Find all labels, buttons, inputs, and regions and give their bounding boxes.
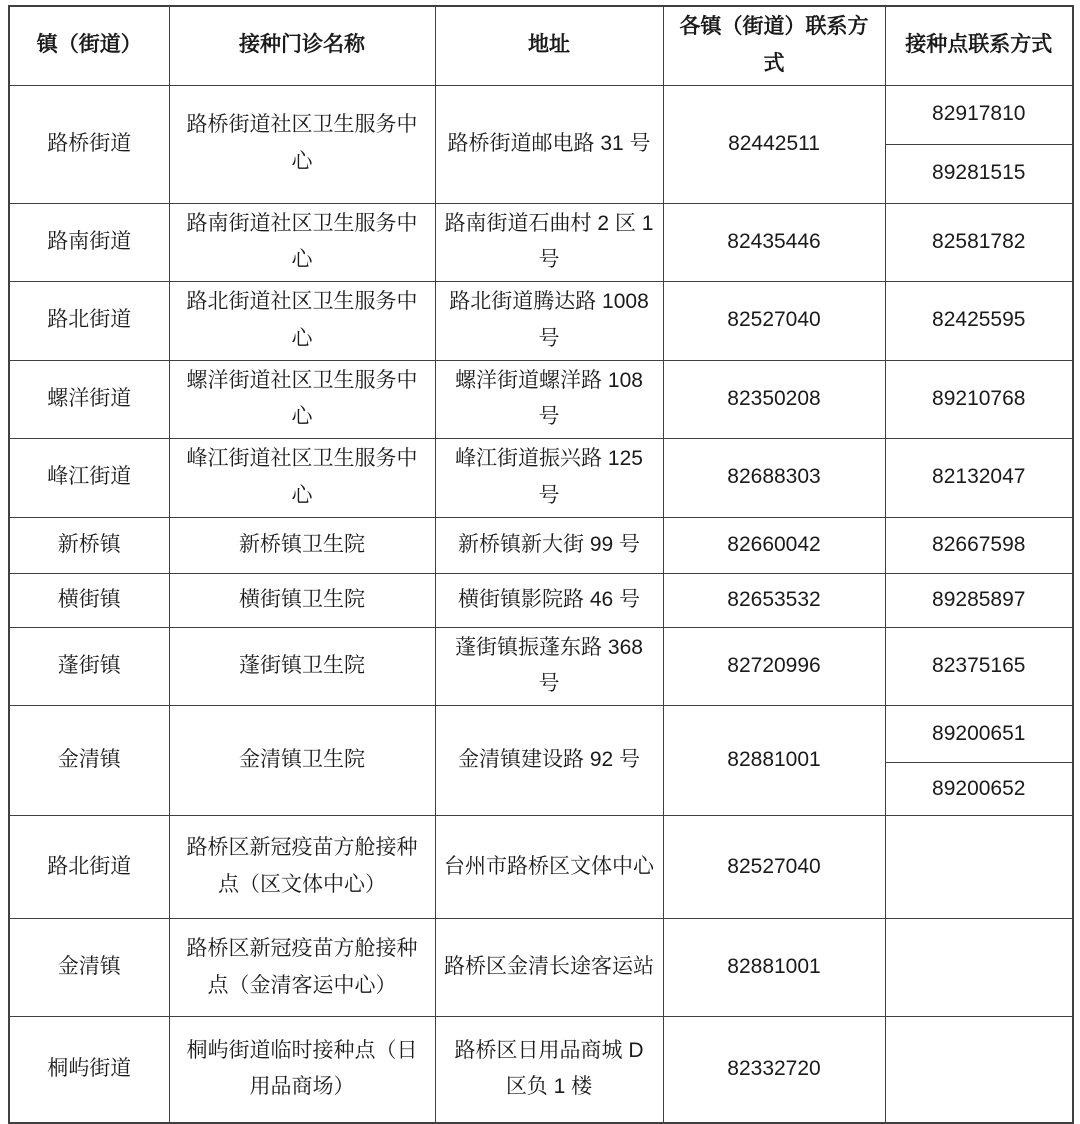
cell-town-phone: 82442511	[663, 85, 885, 203]
cell-address: 峰江街道振兴路 125 号	[435, 439, 663, 518]
cell-town: 蓬街镇	[9, 627, 169, 706]
cell-clinic: 峰江街道社区卫生服务中心	[169, 439, 435, 518]
cell-clinic: 蓬街镇卫生院	[169, 627, 435, 706]
cell-town-phone: 82350208	[663, 360, 885, 439]
cell-town-phone: 82660042	[663, 517, 885, 573]
header-town-phone: 各镇（街道）联系方式	[663, 6, 885, 85]
table-row	[9, 282, 1073, 361]
header-town: 镇（街道）	[9, 6, 169, 85]
cell-clinic: 螺洋街道社区卫生服务中心	[169, 360, 435, 439]
cell-clinic: 路桥区新冠疫苗方舱接种点（区文体中心）	[169, 816, 435, 919]
cell-address: 路南街道石曲村 2 区 1 号	[435, 203, 663, 282]
cell-clinic: 路桥街道社区卫生服务中心	[169, 85, 435, 203]
cell-town-phone: 82653532	[663, 573, 885, 627]
cell-town-phone: 82720996	[663, 627, 885, 706]
cell-site-phone: 82132047	[885, 439, 1073, 518]
cell-site-phone: 89200652	[885, 763, 1073, 816]
cell-address: 路桥区日用品商城 D 区负 1 楼	[435, 1017, 663, 1123]
cell-town: 金清镇	[9, 706, 169, 816]
cell-address: 路北街道腾达路 1008 号	[435, 282, 663, 361]
cell-clinic: 新桥镇卫生院	[169, 517, 435, 573]
table-row	[9, 203, 1073, 282]
cell-site-phone: 89210768	[885, 360, 1073, 439]
table-row	[9, 1017, 1073, 1123]
cell-address: 路桥区金清长途客运站	[435, 919, 663, 1017]
cell-clinic: 桐屿街道临时接种点（日用品商场）	[169, 1017, 435, 1123]
table-row	[9, 627, 1073, 706]
cell-clinic: 金清镇卫生院	[169, 706, 435, 816]
cell-site-phone: 82425595	[885, 282, 1073, 361]
cell-town: 横街镇	[9, 573, 169, 627]
cell-address: 金清镇建设路 92 号	[435, 706, 663, 816]
cell-town: 路南街道	[9, 203, 169, 282]
cell-address: 新桥镇新大街 99 号	[435, 517, 663, 573]
cell-address: 横街镇影院路 46 号	[435, 573, 663, 627]
cell-site-phone: 82581782	[885, 203, 1073, 282]
cell-town-phone: 82688303	[663, 439, 885, 518]
cell-clinic: 路南街道社区卫生服务中心	[169, 203, 435, 282]
table-row	[9, 439, 1073, 518]
table-row	[9, 706, 1073, 763]
table-row	[9, 919, 1073, 1017]
cell-clinic: 路桥区新冠疫苗方舱接种点（金清客运中心）	[169, 919, 435, 1017]
cell-town: 路北街道	[9, 816, 169, 919]
cell-address: 螺洋街道螺洋路 108 号	[435, 360, 663, 439]
cell-address: 蓬街镇振蓬东路 368 号	[435, 627, 663, 706]
cell-clinic: 路北街道社区卫生服务中心	[169, 282, 435, 361]
table-row	[9, 360, 1073, 439]
cell-town-phone: 82332720	[663, 1017, 885, 1123]
cell-site-phone: 89281515	[885, 144, 1073, 203]
header-row	[9, 6, 1073, 85]
table-row	[9, 85, 1073, 144]
cell-address: 路桥街道邮电路 31 号	[435, 85, 663, 203]
cell-town: 桐屿街道	[9, 1017, 169, 1123]
cell-site-phone: 82917810	[885, 85, 1073, 144]
cell-town: 路桥街道	[9, 85, 169, 203]
header-site-phone: 接种点联系方式	[885, 6, 1073, 85]
cell-town: 螺洋街道	[9, 360, 169, 439]
cell-town-phone: 82527040	[663, 282, 885, 361]
cell-site-phone: 82375165	[885, 627, 1073, 706]
cell-site-phone	[885, 1017, 1073, 1123]
cell-town: 峰江街道	[9, 439, 169, 518]
cell-site-phone: 89200651	[885, 706, 1073, 763]
table-row	[9, 517, 1073, 573]
cell-site-phone: 82667598	[885, 517, 1073, 573]
cell-town-phone: 82881001	[663, 919, 885, 1017]
cell-site-phone	[885, 816, 1073, 919]
cell-site-phone: 89285897	[885, 573, 1073, 627]
header-clinic: 接种门诊名称	[169, 6, 435, 85]
table-row	[9, 816, 1073, 919]
header-address: 地址	[435, 6, 663, 85]
cell-town: 金清镇	[9, 919, 169, 1017]
cell-address: 台州市路桥区文体中心	[435, 816, 663, 919]
cell-town: 新桥镇	[9, 517, 169, 573]
cell-town-phone: 82527040	[663, 816, 885, 919]
cell-site-phone	[885, 919, 1073, 1017]
cell-town-phone: 82435446	[663, 203, 885, 282]
cell-clinic: 横街镇卫生院	[169, 573, 435, 627]
vaccination-clinic-table	[8, 5, 1074, 1124]
table-row	[9, 573, 1073, 627]
cell-town: 路北街道	[9, 282, 169, 361]
cell-town-phone: 82881001	[663, 706, 885, 816]
